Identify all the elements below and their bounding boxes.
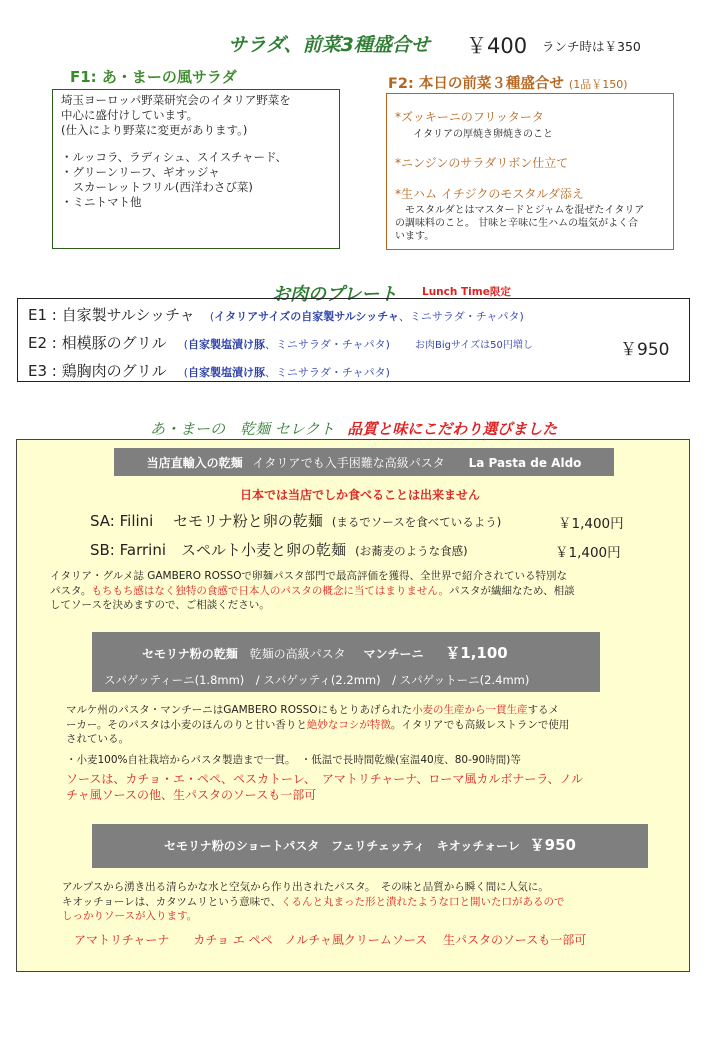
sb-label: SB: Farrini スペルト小麦と卵の乾麺 bbox=[90, 541, 346, 559]
f1-item-2: ・グリーンリーフ、ギオッジャ bbox=[61, 165, 220, 179]
mancini-desc-1a: マルケ州のパスタ・マンチーニはGAMBERO ROSSOにもとりあげられた bbox=[66, 704, 413, 716]
mancini-sizes: スパゲッティーニ(1.8mm) / スパゲッティ(2.2mm) / スパゲットーニ(2.4mm) bbox=[104, 673, 530, 687]
aldo-bar bbox=[114, 448, 614, 476]
aldo-desc-1: イタリア・グルメ誌 GAMBERO ROSSOで卵麺パスタ部門で最高評価を獲得、全世界で紹介されている特別な bbox=[50, 570, 567, 582]
sa-note: (まるでソースを食べているよう) bbox=[331, 515, 502, 529]
mancini-desc-2a: ーカー。そのパスタは小麦のほんのりと甘い香りと bbox=[66, 718, 307, 731]
aldo-desc-3: してソースを決めますので、ご相談ください。 bbox=[50, 599, 270, 611]
felicetti-bar-a: セモリナ粉のショートパスタ bbox=[164, 839, 320, 853]
f1-item-1: ・ルッコラ、ラディシュ、スイスチャード、 bbox=[61, 150, 287, 164]
felicetti-desc bbox=[62, 880, 682, 924]
mancini-bar bbox=[92, 632, 600, 692]
e2-desc-2: 、ミニサラダ・チャパタ) bbox=[265, 338, 390, 351]
salad-price: ￥400 bbox=[466, 34, 528, 58]
e2-row bbox=[28, 332, 533, 353]
f1-desc-2: 中心に盛付けしています。 bbox=[61, 108, 199, 122]
sa-price: ￥1,400円 bbox=[558, 516, 624, 532]
f2-title-text: F2: 本日の前菜３種盛合せ bbox=[388, 76, 564, 92]
e2-desc: 自家製塩漬け豚 bbox=[188, 338, 266, 351]
f2-item-3-note-1: モスタルダとはマスタードとジャムを混ぜたイタリア bbox=[405, 205, 645, 216]
aldo-bar-c: La Pasta de Aldo bbox=[468, 456, 582, 470]
mancini-desc-2b: 絶妙なコシが特徴 bbox=[306, 718, 391, 731]
e3-desc-2: 、ミニサラダ・チャパタ) bbox=[265, 366, 390, 379]
only-here-note: 日本では当店でしか食べることは出来ません bbox=[239, 488, 480, 502]
f2-item-1: *ズッキーニのフリッタータ bbox=[395, 110, 544, 124]
e3-label: E3 : 鶏胸肉のグリル bbox=[28, 362, 167, 380]
sa-row bbox=[90, 510, 501, 531]
e2-big-note: お肉Bigサイズは50円増し bbox=[414, 340, 533, 351]
aldo-desc bbox=[50, 569, 680, 613]
pasta-heading-a: あ・まーの 乾麺 セレクト bbox=[150, 420, 335, 438]
felicetti-desc-1: アルプスから湧き出る清らかな水と空気から作り出されたパスタ。 その味と品質から瞬く間に人気に。 bbox=[62, 881, 549, 893]
f1-desc-1: 埼玉ヨーロッパ野菜研究会のイタリア野菜を bbox=[61, 93, 291, 107]
meat-lunch-only: Lunch Time限定 bbox=[422, 286, 511, 298]
felicetti-desc-2b: くるんと丸まった形と潰れたような口と開いた口があるので bbox=[281, 895, 565, 908]
salad-title: サラダ、前菜3種盛合せ bbox=[228, 34, 430, 56]
f1-item-4: ・ミニトマト他 bbox=[61, 195, 142, 209]
felicetti-bar-b: フェリチェッティ bbox=[331, 839, 425, 853]
e1-row bbox=[28, 304, 524, 325]
f2-title bbox=[388, 72, 627, 93]
sb-price: ￥1,400円 bbox=[555, 545, 621, 561]
e3-desc: 自家製塩漬け豚 bbox=[188, 366, 266, 379]
f2-item-3-note-3: います。 bbox=[395, 231, 435, 242]
mancini-bar-b: 乾麺の高級パスタ bbox=[249, 647, 346, 661]
f2-item-1-note: イタリアの厚焼き卵焼きのこと bbox=[413, 129, 553, 140]
f2-unit-price: (1品￥150) bbox=[568, 78, 628, 91]
mancini-bar-price: ￥1,100 bbox=[445, 644, 508, 662]
felicetti-desc-2a: キオッチョーレは、カタツムリという意味で、 bbox=[62, 895, 282, 908]
aldo-desc-2b: もちもち感はなく独特の食感で日本人のパスタの概念に当てはまりません。 bbox=[91, 584, 450, 597]
mancini-sauce-2: チャ風ソースの他、生パスタのソースも一部可 bbox=[66, 788, 317, 802]
f2-box bbox=[386, 93, 674, 250]
felicetti-bar-c: キオッチォーレ bbox=[436, 839, 520, 853]
e2-open: ( bbox=[183, 338, 189, 351]
mancini-bar-a: セモリナ粉の乾麺 bbox=[142, 647, 238, 661]
mancini-desc-1c: するメ bbox=[527, 704, 560, 716]
mancini-desc bbox=[66, 703, 676, 803]
aldo-desc-2a: パスタ。 bbox=[50, 584, 92, 597]
aldo-bar-a: 当店直輸入の乾麺 bbox=[146, 456, 243, 470]
felicetti-bar-price: ￥950 bbox=[529, 836, 576, 854]
pasta-heading bbox=[150, 418, 557, 439]
mancini-desc-3: されている。 bbox=[66, 733, 129, 745]
aldo-desc-2c: パスタが繊細なため、相談 bbox=[449, 584, 575, 597]
felicetti-bar bbox=[92, 824, 648, 868]
f2-item-3: *生ハム イチジクのモスタルダ添え bbox=[395, 187, 584, 201]
mancini-sauce-1: ソースは、カチョ・エ・ペペ、ペスカトーレ、 アマトリチャーナ、ローマ風カルボナーラ、ノル bbox=[66, 772, 583, 786]
f2-item-2: *ニンジンのサラダリボン仕立て bbox=[395, 156, 569, 170]
f1-item-3: スカーレットフリル(西洋わさび菜) bbox=[61, 180, 253, 194]
f2-item-3-note-2: の調味料のこと。 甘味と辛味に生ハムの塩気がよく合 bbox=[395, 218, 639, 229]
f1-title: F1: あ・まーの風サラダ bbox=[70, 68, 237, 86]
meat-box bbox=[17, 298, 690, 382]
aldo-bar-b: イタリアでも入手困難な高級パスタ bbox=[252, 456, 445, 470]
e1-open: ( bbox=[209, 310, 215, 323]
meat-price: ￥950 bbox=[620, 340, 670, 360]
sa-label: SA: Filini セモリナ粉と卵の乾麺 bbox=[90, 512, 323, 530]
e1-desc-2: 、ミニサラダ・チャパタ) bbox=[398, 310, 524, 323]
e3-row bbox=[28, 360, 390, 381]
e3-open: ( bbox=[183, 366, 189, 379]
sb-note: (お蕎麦のような食感) bbox=[355, 544, 468, 558]
f1-desc-3: (仕入により野菜に変更があります。) bbox=[61, 123, 248, 137]
salad-lunch-price: ランチ時は￥350 bbox=[542, 39, 641, 54]
pasta-heading-b: 品質と味にこだわり選びました bbox=[347, 420, 558, 438]
sb-row bbox=[90, 539, 468, 560]
e2-label: E2 : 相模豚のグリル bbox=[28, 334, 167, 352]
mancini-desc-2c: 。イタリアでも高級レストランで使用 bbox=[390, 718, 570, 731]
e1-label: E1 : 自家製サルシッチャ bbox=[28, 306, 195, 324]
mancini-desc-1b: 小麦の生産から一貫生産 bbox=[412, 704, 528, 716]
mancini-bar-c: マンチーニ bbox=[363, 647, 424, 661]
felicetti-desc-3: しっかりソースが入ります。 bbox=[62, 910, 198, 922]
mancini-bar-top bbox=[142, 642, 508, 663]
felicetti-sauces: アマトリチャーナ カチョ エ ペペ ノルチャ風クリームソース 生パスタのソースも一部可 bbox=[74, 933, 587, 947]
mancini-point: ・小麦100%自社栽培からパスタ製造まで一貫。 ・低温で長時間乾燥(室温40度、80-90時間)等 bbox=[66, 753, 521, 766]
e1-desc: イタリアサイズの自家製サルシッチャ bbox=[214, 310, 399, 323]
f1-box bbox=[52, 89, 340, 249]
meat-title: お肉のプレート bbox=[272, 284, 398, 305]
